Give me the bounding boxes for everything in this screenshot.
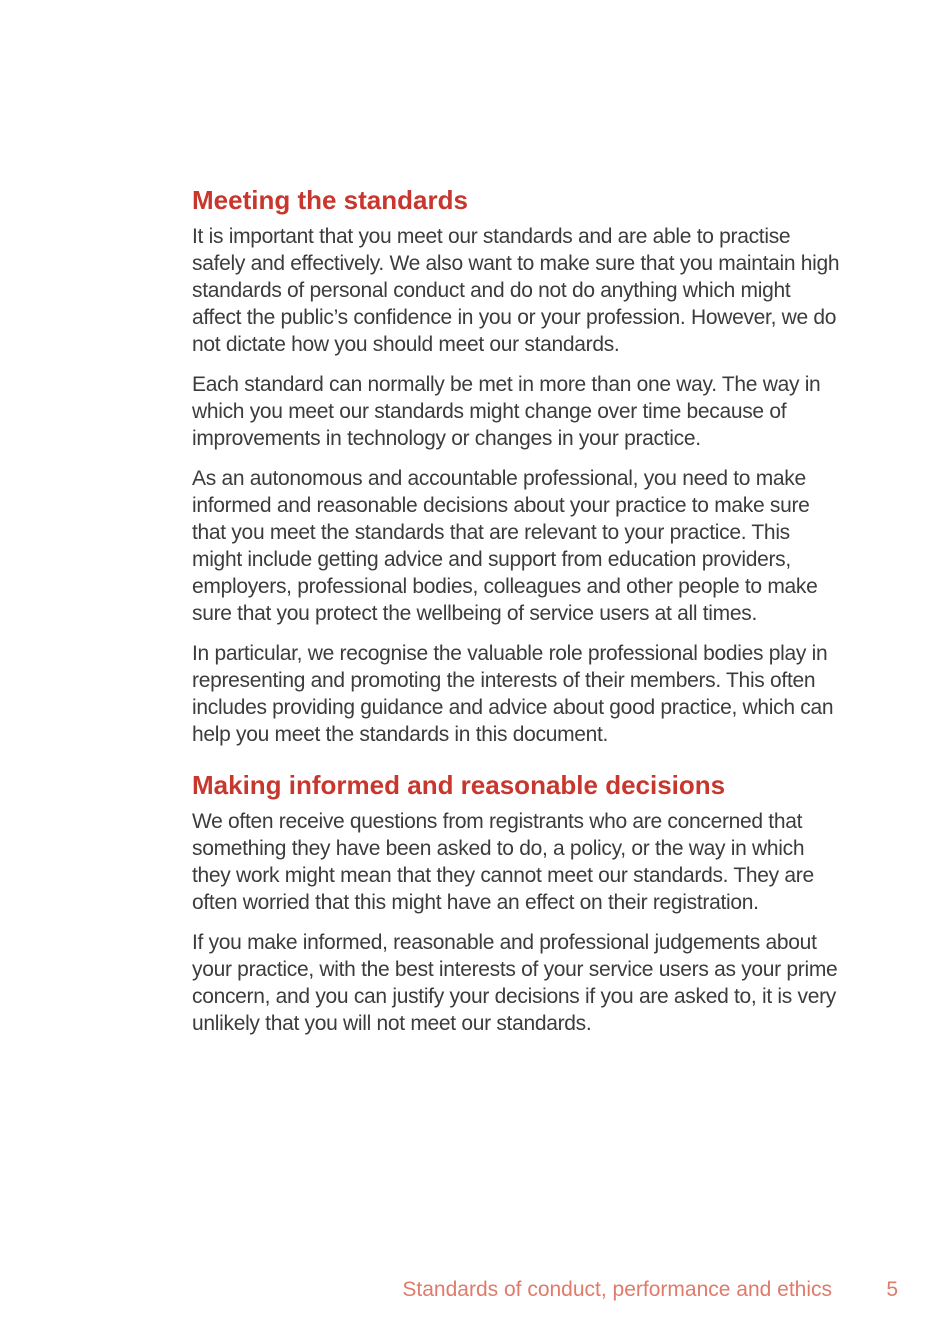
paragraph: We often receive questions from registrants who are concerned that something they have been asked to do, a policy, or the way in which they work might mean that they cannot meet our standards. They are often worried that this might have an effect on their registration. <box>192 810 814 914</box>
page-footer <box>0 1276 950 1306</box>
section-heading-informed-decisions: Making informed and reasonable decisions <box>192 770 726 800</box>
paragraph: If you make informed, reasonable and professional judgements about your practice, with the best interests of your service users as your prime concern, and you can justify your decisions if you are asked to, it is very unlikely that you will not meet our standards. <box>192 931 838 1035</box>
paragraph: It is important that you meet our standards and are able to practise safely and effectively. We also want to make sure that you maintain high standards of personal conduct and do not do anything which might affect the public’s confidence in you or your profession. However, we do not dictate how you should meet our standards. <box>192 225 840 356</box>
paragraph: As an autonomous and accountable professional, you need to make informed and reasonable decisions about your practice to make sure that you meet the standards that are relevant to your practice. This might include getting advice and support from education providers, employers, professional bodies, colleagues and other people to make sure that you protect the wellbeing of service users at all times. <box>192 467 818 625</box>
footer-document-title: Standards of conduct, performance and ethics <box>402 1278 832 1301</box>
section-heading-meeting-standards: Meeting the standards <box>192 185 468 215</box>
page-number: 5 <box>886 1278 898 1301</box>
page-content <box>192 183 840 1050</box>
paragraph: Each standard can normally be met in more than one way. The way in which you meet our standards might change over time because of improvements in technology or changes in your practice. <box>192 373 821 450</box>
paragraph: In particular, we recognise the valuable role professional bodies play in representing and promoting the interests of their members. This often includes providing guidance and advice about good practice, which can help you meet the standards in this document. <box>192 642 834 746</box>
